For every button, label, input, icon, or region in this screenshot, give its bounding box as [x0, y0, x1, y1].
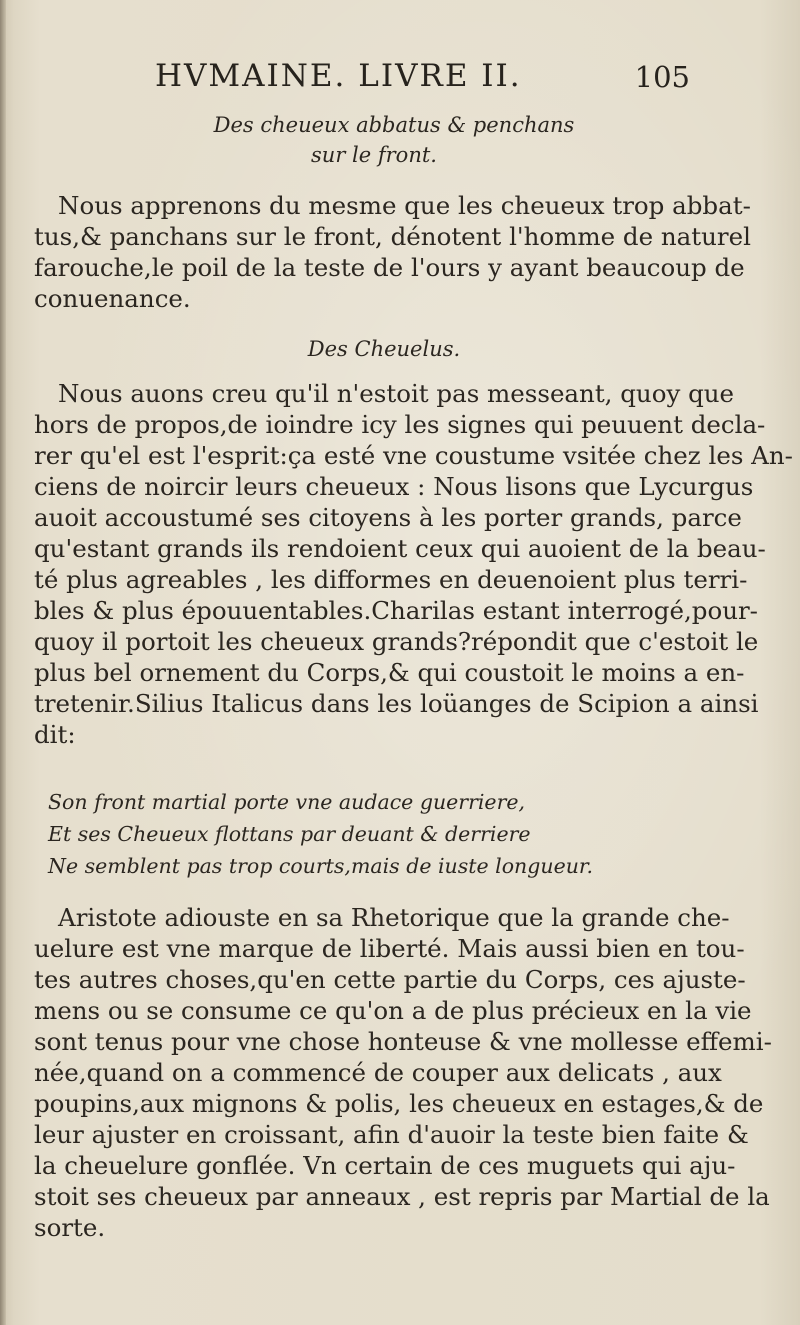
text-line: leur ajuster en croissant, afin d'auoir la teste bien faite &	[34, 1120, 749, 1149]
text-line: qu'estant grands ils rendoient ceux qui auoient de la beau-	[34, 534, 766, 563]
text-line: tretenir.Silius Italicus dans les loüanges de Scipion a ainsi	[34, 689, 759, 718]
running-head: HVMAINE. LIVRE II.	[155, 58, 522, 94]
text-line: sorte.	[34, 1213, 106, 1242]
page-body	[34, 110, 793, 1243]
text-line: sont tenus pour vne chose honteuse & vne mollesse effemi-	[34, 1027, 772, 1056]
text-line: farouche,le poil de la teste de l'ours y ayant beaucoup de	[34, 253, 745, 282]
text-line: bles & plus épouuentables.Charilas estant interrogé,pour-	[34, 596, 758, 625]
page-number: 105	[634, 60, 690, 94]
paragraph	[34, 190, 751, 314]
text-line: mens ou se consume ce qu'on a de plus précieux en la vie	[34, 996, 752, 1025]
text-line: poupins,aux mignons & polis, les cheueux en estages,& de	[34, 1089, 764, 1118]
text-line: té plus agreables , les difformes en deuenoient plus terri-	[34, 565, 748, 594]
verse-quotation	[48, 786, 714, 882]
section-heading-line: sur le front.	[311, 143, 437, 167]
text-line: ciens de noircir leurs cheueux : Nous lisons que Lycurgus	[34, 472, 754, 501]
text-line: Nous apprenons du mesme que les cheueux trop abbat-	[58, 191, 751, 220]
paragraph	[34, 378, 793, 750]
text-line: Aristote adiouste en sa Rhetorique que la grande che-	[58, 903, 730, 932]
verse-line: Et ses Cheueux flottans par deuant & derriere	[48, 822, 531, 846]
text-line: Nous auons creu qu'il n'estoit pas messeant, quoy que	[58, 379, 735, 408]
text-line: hors de propos,de ioindre icy les signes qui peuuent decla-	[34, 410, 766, 439]
text-line: tes autres choses,qu'en cette partie du Corps, ces ajuste-	[34, 965, 746, 994]
section-heading: Des Cheuelus.	[307, 337, 461, 361]
text-line: stoit ses cheueux par anneaux , est repris par Martial de la	[34, 1182, 770, 1211]
text-line: conuenance.	[34, 284, 191, 313]
verse-line: Son front martial porte vne audace guerriere,	[48, 790, 526, 814]
text-line: plus bel ornement du Corps,& qui coustoit le moins a en-	[34, 658, 745, 687]
text-line: rer qu'el est l'esprit:ça esté vne coustume vsitée chez les An-	[34, 441, 793, 470]
text-line: tus,& panchans sur le front, dénotent l'homme de naturel	[34, 222, 751, 251]
text-line: auoit accoustumé ses citoyens à les porter grands, parce	[34, 503, 742, 532]
text-line: dit:	[34, 720, 76, 749]
text-line: la cheuelure gonflée. Vn certain de ces muguets qui aju-	[34, 1151, 736, 1180]
page-spine-shadow	[0, 0, 6, 1325]
text-line: née,quand on a commencé de couper aux delicats , aux	[34, 1058, 722, 1087]
paragraph	[34, 902, 772, 1243]
section-heading-line: Des cheueux abbatus & penchans	[213, 113, 575, 137]
verse-line: Ne semblent pas trop courts,mais de iuste longueur.	[48, 854, 593, 878]
text-line: uelure est vne marque de liberté. Mais aussi bien en tou-	[34, 934, 745, 963]
text-line: quoy il portoit les cheueux grands?répondit que c'estoit le	[34, 627, 759, 656]
page-header	[100, 52, 690, 102]
